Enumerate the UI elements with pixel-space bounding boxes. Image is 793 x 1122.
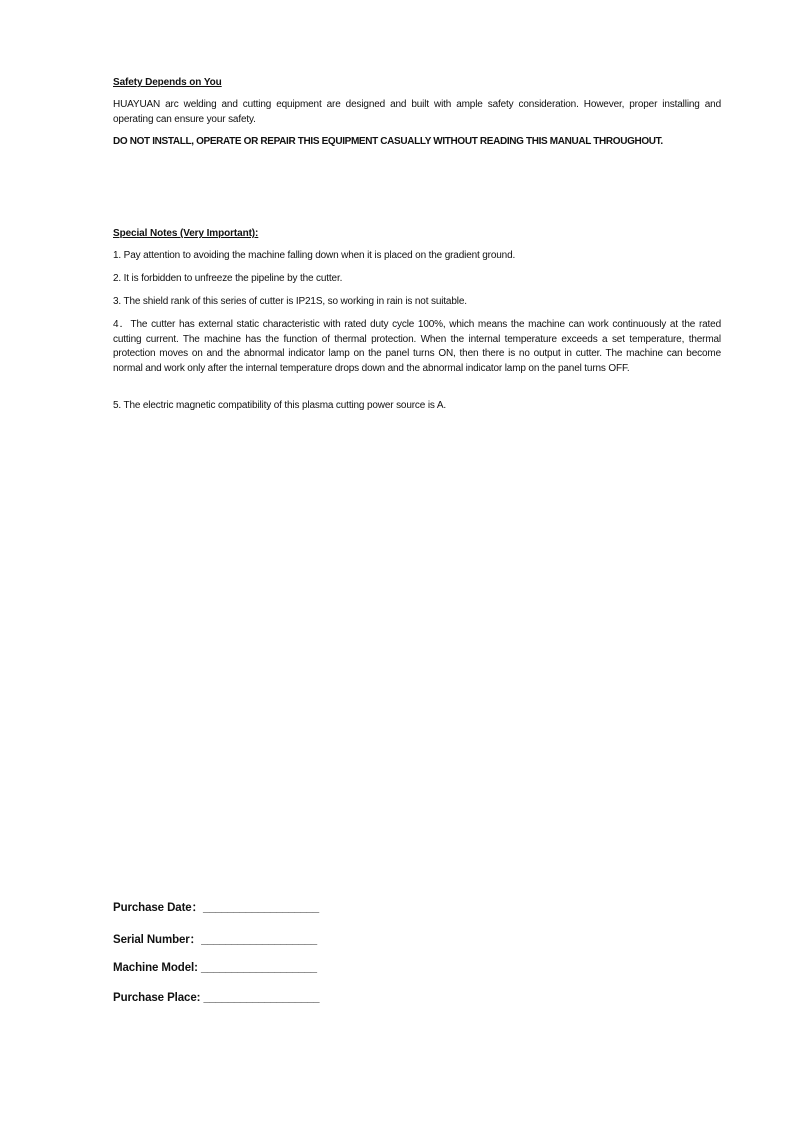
safety-warning: DO NOT INSTALL, OPERATE OR REPAIR THIS EQUIPMENT CASUALLY WITHOUT READING THIS MANUAL THROUGHOUT. <box>113 136 663 147</box>
machine-model-row <box>113 962 317 974</box>
note-item-5: 5. The electric magnetic compatibility of this plasma cutting power source is A. <box>113 400 446 411</box>
purchase-place-label: Purchase Place: <box>113 992 204 1004</box>
machine-model-label: Machine Model: <box>113 962 201 974</box>
purchase-date-field: ___________________ <box>203 902 319 914</box>
safety-intro: HUAYUAN arc welding and cutting equipment are designed and built with ample safety consideration. However, proper installing and operating can ensure your safety. <box>113 99 721 125</box>
special-notes-heading: Special Notes (Very Important): <box>113 228 259 239</box>
serial-number-field: ___________________ <box>201 934 317 946</box>
purchase-date-row <box>113 899 319 915</box>
safety-heading: Safety Depends on You <box>113 77 222 88</box>
note-item-4: 4．The cutter has external static characteristic with rated duty cycle 100%, which means the machine can work continuously at the rated cutting current. The machine has the function of thermal protection. When the internal temperature exceeds a set temperature, thermal protection moves on and the abnormal indicator lamp on the panel turns ON, then there is no output in cutter. The machine can become normal and work only after the internal temperature drops down and the abnormal indicator lamp on the panel turns OFF. <box>113 319 721 374</box>
purchase-place-row <box>113 992 319 1004</box>
note-item-3: 3. The shield rank of this series of cutter is IP21S, so working in rain is not suitable. <box>113 296 467 307</box>
machine-model-field: ___________________ <box>200 962 317 974</box>
serial-number-label: Serial Number： <box>113 934 202 946</box>
purchase-place-field: ___________________ <box>203 992 320 1004</box>
serial-number-row <box>113 931 317 947</box>
note-item-1: 1. Pay attention to avoiding the machine falling down when it is placed on the gradient ground. <box>113 250 516 261</box>
purchase-date-label: Purchase Date： <box>113 902 203 914</box>
note-item-2: 2. It is forbidden to unfreeze the pipeline by the cutter. <box>113 273 343 284</box>
